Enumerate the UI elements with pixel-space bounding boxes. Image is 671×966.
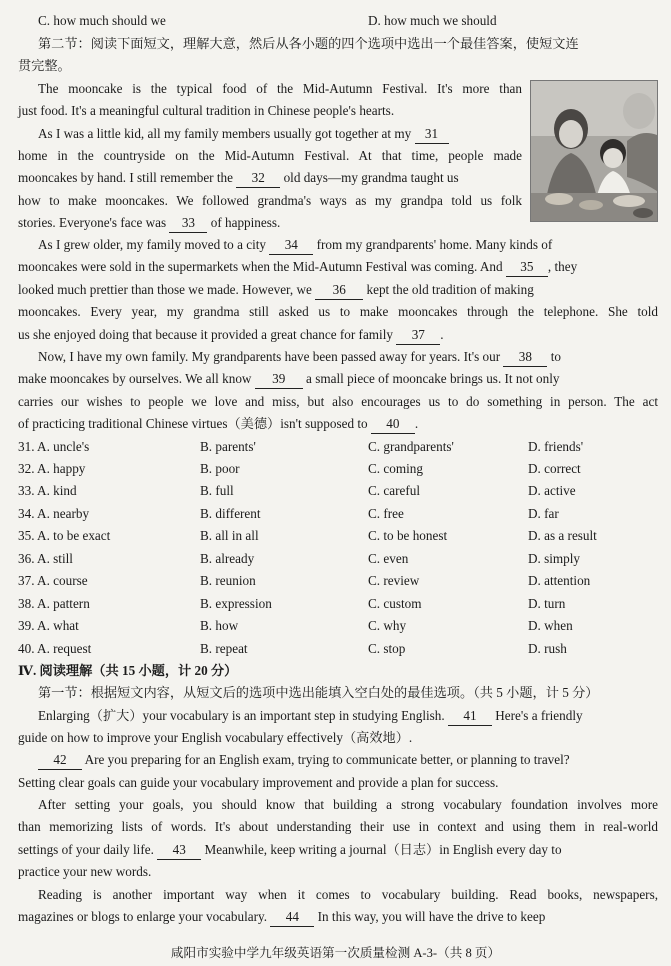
question-34-option-b: B. different [200, 506, 261, 521]
passage2-line3-text: Are you preparing for an English exam, trying to communicate better, or planning to travel? [84, 752, 570, 767]
passage-p4-line4-text-b: . [414, 416, 419, 431]
blank-35: 35 [506, 258, 548, 277]
question-33-option-d: D. active [528, 483, 576, 498]
question-40-option-d: D. rush [528, 641, 567, 656]
passage-p4-line3: carries our wishes to people we love and miss, but also encourages us to do something in person. The act [18, 394, 658, 409]
passage-p4-line2-text-b: a small piece of mooncake brings us. It not only [306, 371, 560, 386]
passage-p3-line1 [38, 236, 552, 255]
passage2-line7-text-a: settings of your daily life. [18, 842, 154, 857]
question-36-option-b: B. already [200, 551, 255, 566]
question-32-option-a: 32. A. happy [18, 461, 86, 476]
blank-42: 42 [38, 751, 82, 770]
passage2-line10-text-a: magazines or blogs to enlarge your vocabulary. [18, 909, 268, 924]
question-35-option-a: 35. A. to be exact [18, 528, 111, 543]
blank-44: 44 [270, 908, 314, 927]
question-33-option-a: 33. A. kind [18, 483, 77, 498]
blank-36: 36 [315, 281, 363, 300]
passage-p2-line5-text-b: of happiness. [210, 215, 281, 230]
section2-heading: 第二节：阅读下面短文，理解大意，然后从各小题的四个选项中选出一个最佳答案，使短文连 [38, 36, 579, 51]
passage-p2-line5 [18, 214, 280, 233]
blank-43: 43 [157, 841, 201, 860]
prev-option-c: C. how much should we [38, 13, 166, 28]
passage-p3-line2-text-b: , they [547, 259, 578, 274]
question-38-option-c: C. custom [368, 596, 422, 611]
passage-p4-line4 [18, 415, 418, 434]
blank-41: 41 [448, 707, 492, 726]
blank-40: 40 [371, 415, 415, 434]
question-31-option-b: B. parents' [200, 439, 256, 454]
passage2-line2: guide on how to improve your English vocabulary effectively（高效地）. [18, 730, 413, 745]
passage2-line8: practice your new words. [18, 864, 152, 879]
question-33-option-c: C. careful [368, 483, 420, 498]
section2-heading-cont: 贯完整。 [18, 58, 71, 73]
passage2-line10 [18, 908, 545, 927]
passage2-line9: Reading is another important way when it comes to vocabulary building. Read books, newspapers, [38, 887, 658, 902]
question-31-option-a: 31. A. uncle's [18, 439, 90, 454]
passage-p1-line1: The mooncake is the typical food of the Mid-Autumn Festival. It's more than [38, 81, 522, 96]
question-36-option-d: D. simply [528, 551, 581, 566]
part4-subheading: 第一节：根据短文内容，从短文后的选项中选出能填入空白处的最佳选项。（共 5 小题，计 5 分） [38, 685, 599, 700]
passage2-line1-text-b: Here's a friendly [495, 708, 583, 723]
question-40-option-b: B. repeat [200, 641, 248, 656]
passage-p4-line1 [38, 348, 561, 367]
passage-p4-line1-text-b: to [550, 349, 561, 364]
question-37-option-b: B. reunion [200, 573, 256, 588]
blank-32: 32 [236, 169, 280, 188]
blank-34: 34 [269, 236, 313, 255]
passage2-line3 [38, 751, 570, 770]
question-34-option-c: C. free [368, 506, 404, 521]
passage-p2-line5-text-a: stories. Everyone's face was [18, 215, 167, 230]
passage-p3-line3 [18, 281, 534, 300]
passage-p3-line1-text-a: As I grew older, my family moved to a city [38, 237, 266, 252]
passage-p3-line3-text-b: kept the old tradition of making [366, 282, 534, 297]
question-35-option-b: B. all in all [200, 528, 259, 543]
question-39-option-a: 39. A. what [18, 618, 79, 633]
question-35-option-d: D. as a result [528, 528, 597, 543]
passage2-line7-text-b: Meanwhile, keep writing a journal（日志）in English every day to [204, 842, 562, 857]
question-39-option-b: B. how [200, 618, 239, 633]
question-38-option-d: D. turn [528, 596, 566, 611]
passage-p3-line1-text-b: from my grandparents' home. Many kinds of [316, 237, 553, 252]
grandparents-mooncake-photo [530, 80, 658, 222]
prev-option-d: D. how much we should [368, 13, 497, 28]
passage2-line7 [18, 841, 562, 860]
question-36-option-a: 36. A. still [18, 551, 73, 566]
passage-p2-line2: home in the countryside on the Mid-Autumn Festival. At that time, people made [18, 148, 522, 163]
passage-p3-line5-text-a: us she enjoyed doing that because it provided a great chance for family [18, 327, 393, 342]
question-39-option-d: D. when [528, 618, 573, 633]
passage-p2-line1 [38, 125, 449, 144]
question-37-option-c: C. review [368, 573, 420, 588]
blank-37: 37 [396, 326, 440, 345]
passage-p1-line2: just food. It's a meaningful cultural tradition in Chinese people's hearts. [18, 103, 395, 118]
question-35-option-c: C. to be honest [368, 528, 448, 543]
question-40-option-c: C. stop [368, 641, 406, 656]
passage-p2-line1-text: As I was a little kid, all my family members usually got together at my [38, 126, 412, 141]
passage-p3-line4: mooncakes. Every year, my grandma still asked us to make mooncakes through the telephone. She told [18, 304, 658, 319]
passage-p3-line5 [18, 326, 444, 345]
question-37-option-d: D. attention [528, 573, 591, 588]
question-31-option-c: C. grandparents' [368, 439, 454, 454]
question-32-option-d: D. correct [528, 461, 581, 476]
passage2-line1 [38, 707, 583, 726]
question-33-option-b: B. full [200, 483, 234, 498]
passage-p3-line3-text-a: looked much prettier than those we made. However, we [18, 282, 312, 297]
question-34-option-d: D. far [528, 506, 559, 521]
page-footer: 咸阳市实验中学九年级英语第一次质量检测 A-3-（共 8 页） [170, 946, 501, 960]
passage2-line6: than memorizing lists of words. It's about understanding their use in context and using them in real-world [18, 819, 658, 834]
passage-p2-line3-text-b: old days—my grandma taught us [283, 170, 459, 185]
passage2-line1-text-a: Enlarging（扩大）your vocabulary is an important step in studying English. [38, 708, 445, 723]
blank-33: 33 [169, 214, 207, 233]
passage-p2-line3 [18, 169, 459, 188]
passage-p4-line1-text-a: Now, I have my own family. My grandparents have been passed away for years. It's our [38, 349, 501, 364]
passage-p3-line2 [18, 258, 577, 277]
question-39-option-c: C. why [368, 618, 407, 633]
passage-p2-line4: how to make mooncakes. We followed grandma's ways as my grandpa told us folk [18, 193, 522, 208]
question-32-option-c: C. coming [368, 461, 423, 476]
passage-p2-line3-text-a: mooncakes by hand. I still remember the [18, 170, 233, 185]
passage2-line5: After setting your goals, you should know that building a strong vocabulary foundation involves more [38, 797, 658, 812]
blank-38: 38 [503, 348, 547, 367]
passage-p4-line2-text-a: make mooncakes by ourselves. We all know [18, 371, 252, 386]
question-36-option-c: C. even [368, 551, 409, 566]
question-40-option-a: 40. A. request [18, 641, 92, 656]
question-34-option-a: 34. A. nearby [18, 506, 90, 521]
passage2-line4: Setting clear goals can guide your vocabulary improvement and provide a plan for success. [18, 775, 499, 790]
passage2-line10-text-b: In this way, you will have the drive to keep [317, 909, 546, 924]
part4-heading: Ⅳ. 阅读理解（共 15 小题，计 20 分） [18, 663, 238, 678]
question-31-option-d: D. friends' [528, 439, 584, 454]
passage-p3-line2-text-a: mooncakes were sold in the supermarkets when the Mid-Autumn Festival was coming. And [18, 259, 503, 274]
passage-p4-line2 [18, 370, 559, 389]
question-37-option-a: 37. A. course [18, 573, 88, 588]
question-32-option-b: B. poor [200, 461, 240, 476]
blank-31: 31 [415, 125, 449, 144]
question-38-option-b: B. expression [200, 596, 272, 611]
passage-p4-line4-text-a: of practicing traditional Chinese virtues（美德）isn't supposed to [18, 416, 368, 431]
blank-39: 39 [255, 370, 303, 389]
passage-p3-line5-text-b: . [440, 327, 444, 342]
question-38-option-a: 38. A. pattern [18, 596, 90, 611]
